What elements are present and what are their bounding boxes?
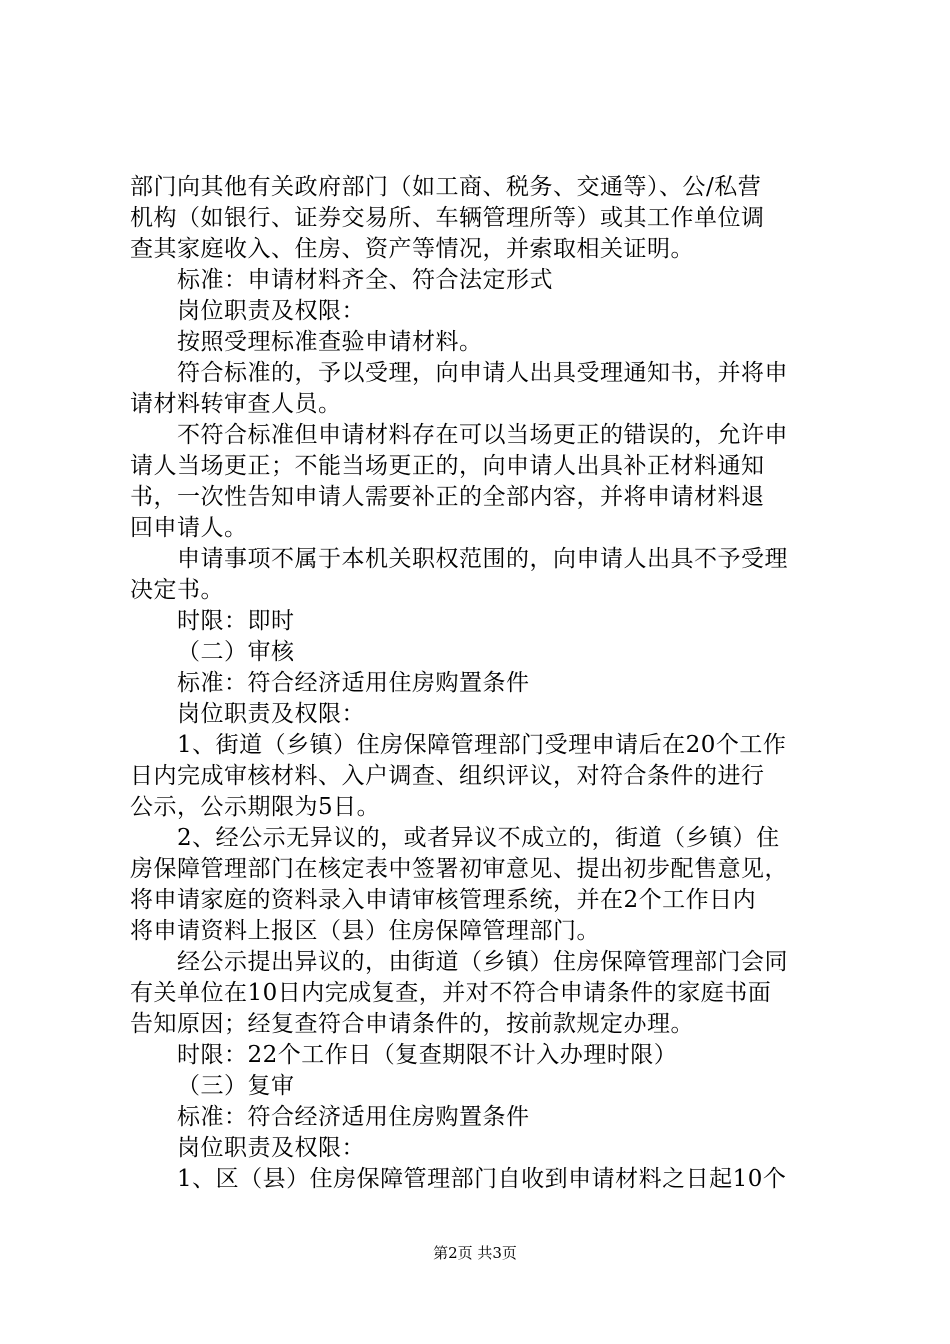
text-line: 岗位职责及权限： [177,298,365,324]
text-line: 1、街道（乡镇）住房保障管理部门受理申请后在20个工作 [177,732,787,758]
text-line: （二）审核 [177,639,295,665]
text-line: 回申请人。 [130,515,248,541]
text-line: 1、区（县）住房保障管理部门自收到申请材料之日起10个 [177,1166,787,1192]
text-line: 请人当场更正；不能当场更正的，向申请人出具补正材料通知 [130,453,765,479]
text-line: 告知原因；经复查符合申请条件的，按前款规定办理。 [130,1011,694,1037]
text-line: 日内完成审核材料、入户调查、组织评议，对符合条件的进行 [130,763,765,789]
text-line: 申请事项不属于本机关职权范围的，向申请人出具不予受理 [177,546,788,572]
text-line: 标准：符合经济适用住房购置条件 [177,1104,530,1130]
text-line: 书，一次性告知申请人需要补正的全部内容，并将申请材料退 [130,484,765,510]
text-line: 部门向其他有关政府部门（如工商、税务、交通等）、公/私营 [130,174,762,200]
text-line: 2、经公示无异议的，或者异议不成立的，街道（乡镇）住 [177,825,780,851]
text-line: 符合标准的，予以受理，向申请人出具受理通知书，并将申 [177,360,788,386]
text-line: 标准：申请材料齐全、符合法定形式 [177,267,553,293]
text-line: 时限：22个工作日（复查期限不计入办理时限） [177,1042,678,1068]
text-line: 请材料转审查人员。 [130,391,342,417]
text-line: 机构（如银行、证券交易所、车辆管理所等）或其工作单位调 [130,205,765,231]
text-line: 岗位职责及权限： [177,1135,365,1161]
text-line: 将申请家庭的资料录入申请审核管理系统，并在2个工作日内 [130,887,757,913]
document-body [130,172,830,1195]
text-line: 时限：即时 [177,608,295,634]
text-line: 有关单位在10日内完成复查，并对不符合申请条件的家庭书面 [130,980,772,1006]
text-line: 公示，公示期限为5日。 [130,794,381,820]
text-line: 标准：符合经济适用住房购置条件 [177,670,530,696]
text-line: 决定书。 [130,577,224,603]
text-line: 按照受理标准查验申请材料。 [177,329,483,355]
text-line: 房保障管理部门在核定表中签署初审意见、提出初步配售意见， [130,856,788,882]
text-line: （三）复审 [177,1073,295,1099]
text-line: 查其家庭收入、住房、资产等情况，并索取相关证明。 [130,236,694,262]
text-line: 不符合标准但申请材料存在可以当场更正的错误的，允许申 [177,422,788,448]
text-line: 经公示提出异议的，由街道（乡镇）住房保障管理部门会同 [177,949,788,975]
text-line: 将申请资料上报区（县）住房保障管理部门。 [130,918,600,944]
page-footer: 第2页 共3页 [433,1244,517,1262]
text-line: 岗位职责及权限： [177,701,365,727]
